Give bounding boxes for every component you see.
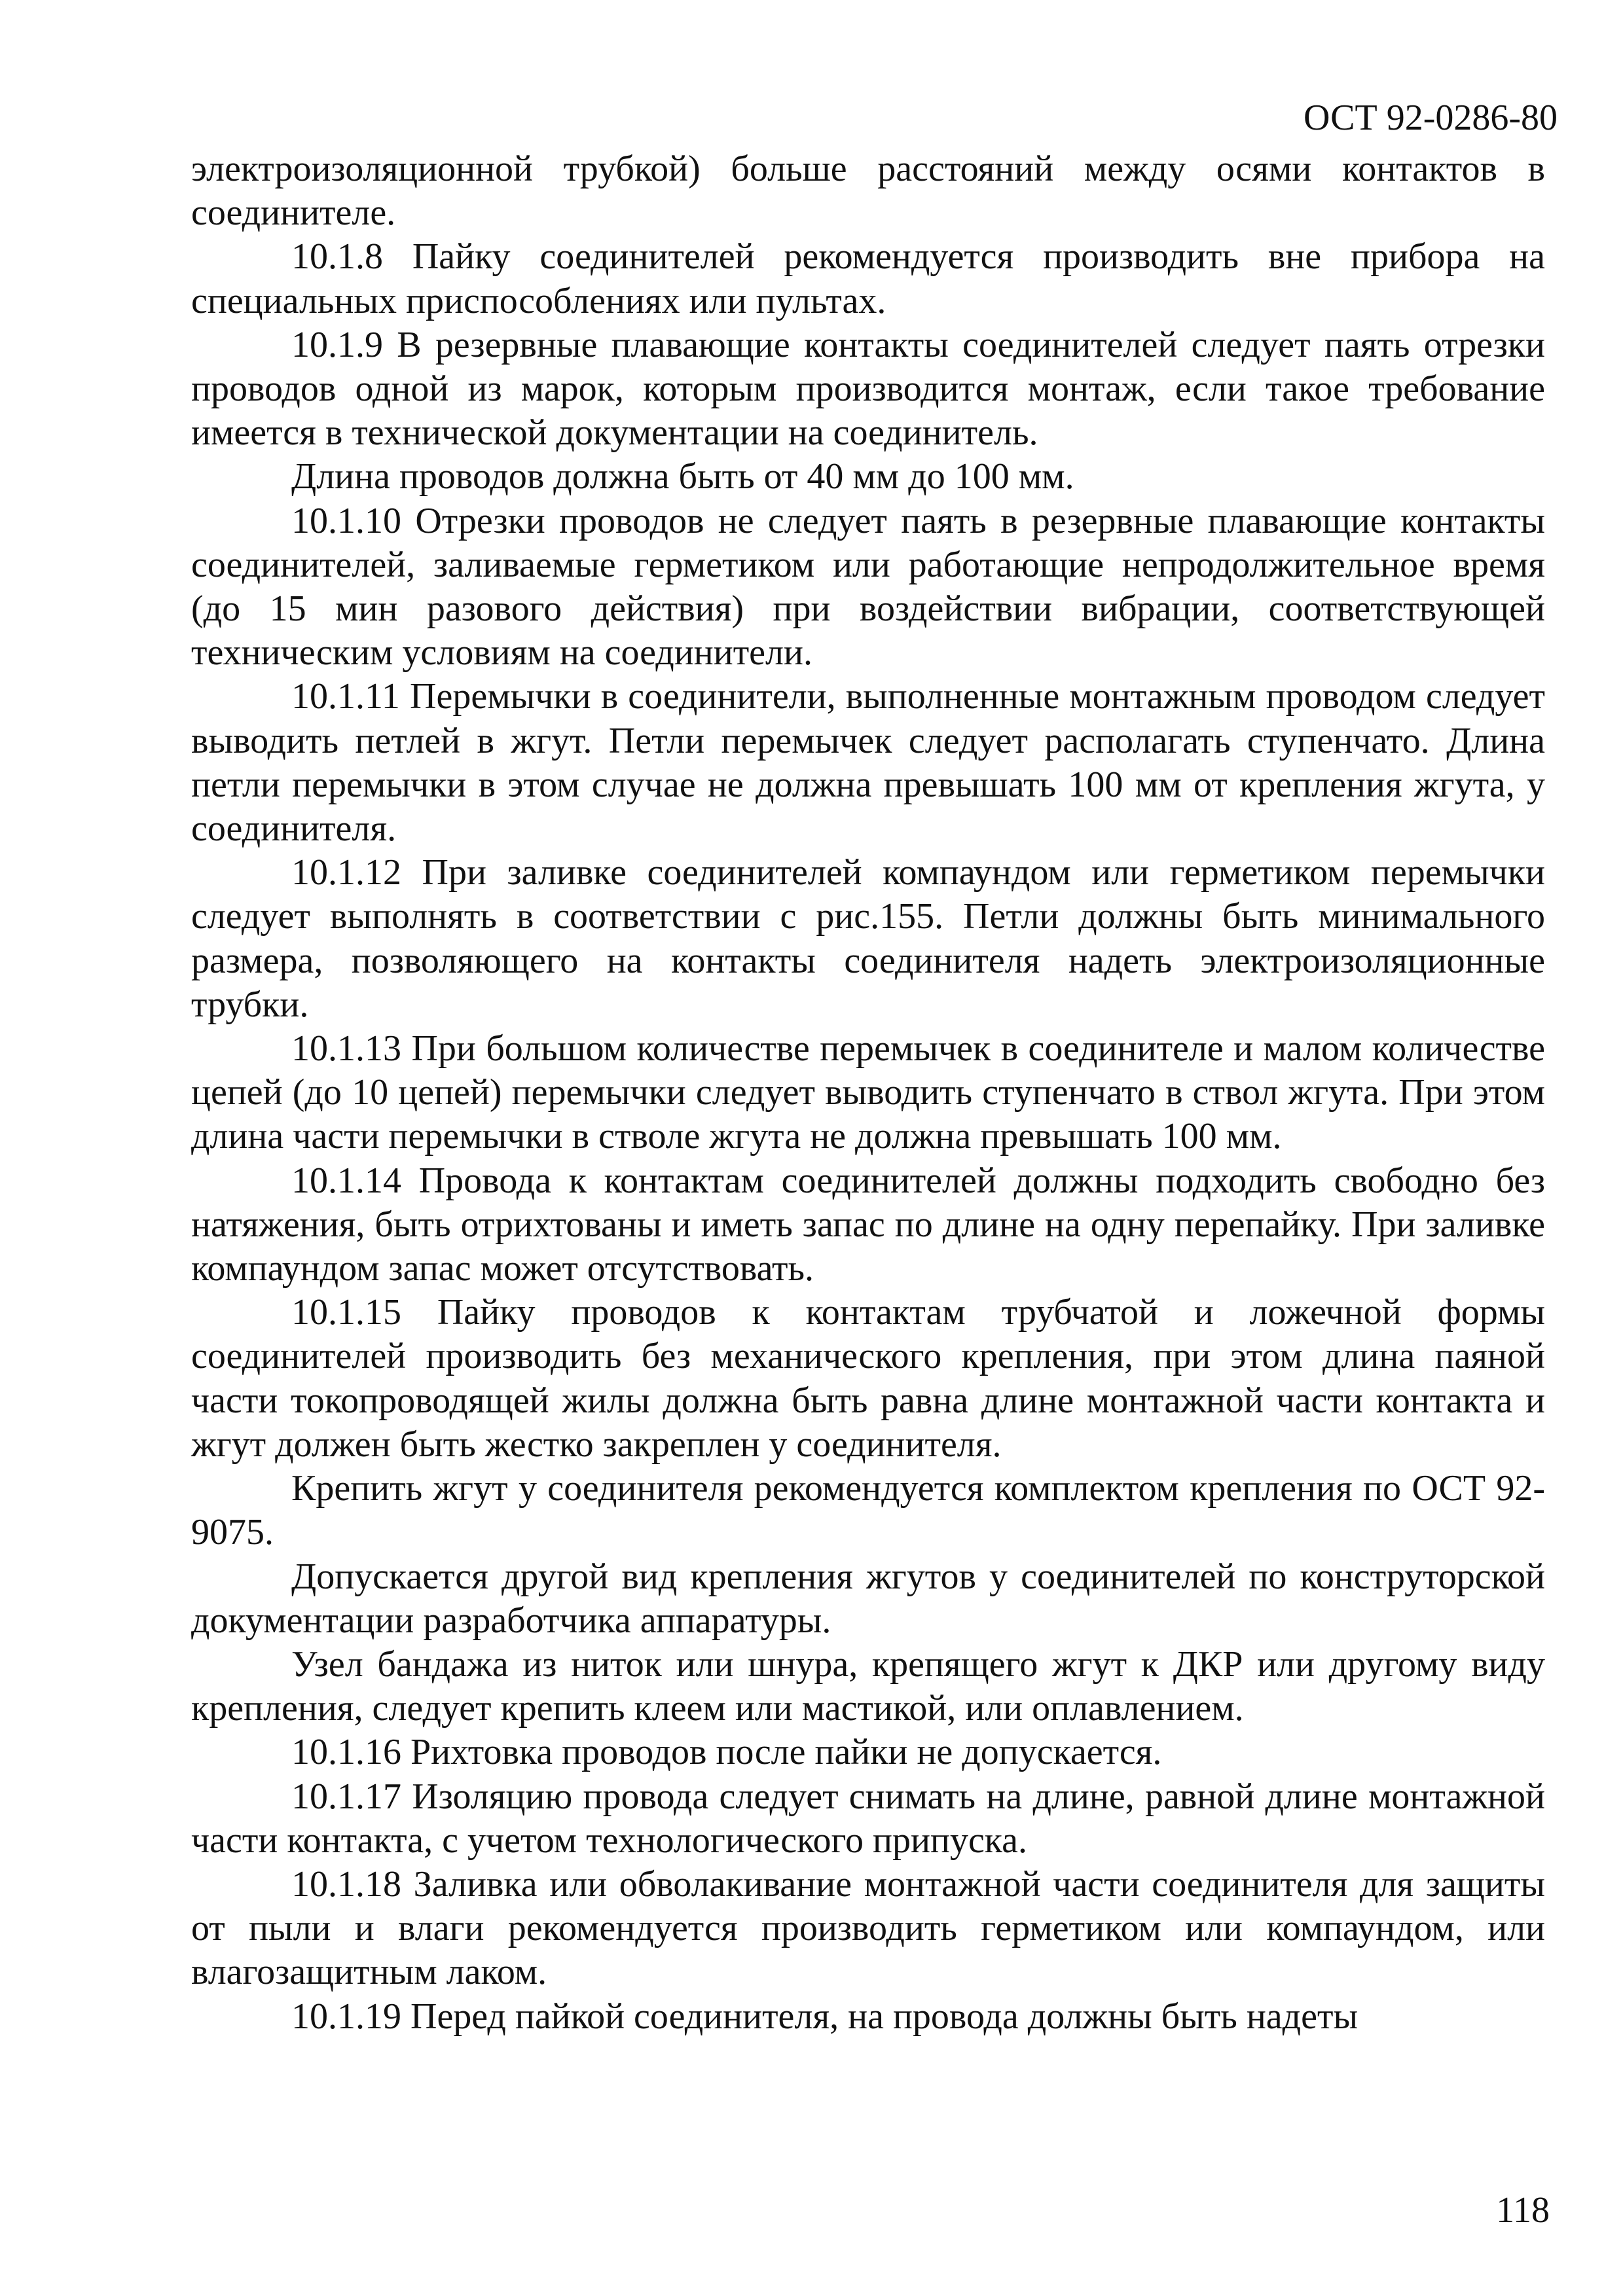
paragraph: Длина проводов должна быть от 40 мм до 100 мм. bbox=[291, 456, 1074, 497]
paragraph: 10.1.16 Рихтовка проводов после пайки не допускается. bbox=[291, 1732, 1162, 1773]
paragraph: электроизоляционной трубкой) больше расстояний между осями контактов в соединителе. bbox=[191, 149, 1545, 234]
paragraph: 10.1.15 Пайку проводов к контактам трубчатой и ложечной формы соединителей производить без механического крепления, при этом длина паяной части токопроводящей жилы должна быть равна длине монтажной части контакта и жгут должен быть жестко закреплен у соединителя. bbox=[191, 1292, 1545, 1465]
paragraph: 10.1.14 Провода к контактам соединителей должны подходить свободно без натяжения, быть отрихтованы и иметь запас по длине на одну перепайку. При заливке компаундом запас может отсутствовать. bbox=[191, 1160, 1545, 1289]
paragraph: 10.1.17 Изоляцию провода следует снимать на длине, равной длине монтажной части контакта, с учетом технологического припуска. bbox=[191, 1776, 1545, 1861]
document-code: ОСТ 92-0286-80 bbox=[1304, 98, 1558, 138]
paragraph: 10.1.8 Пайку соединителей рекомендуется производить вне прибора на специальных приспособлениях или пультах. bbox=[191, 236, 1545, 321]
paragraph: 10.1.13 При большом количестве перемычек в соединителе и малом количестве цепей (до 10 цепей) перемычки следует выводить ступенчато в ствол жгута. При этом длина части перемычки в стволе жгута не должна превышать 100 мм. bbox=[191, 1028, 1545, 1157]
paragraph: Допускается другой вид крепления жгутов у соединителей по конструторской документации разработчика аппаратуры. bbox=[191, 1556, 1545, 1641]
paragraph: Крепить жгут у соединителя рекомендуется комплектом крепления по ОСТ 92-9075. bbox=[191, 1468, 1545, 1553]
document-body bbox=[191, 147, 1545, 2039]
paragraph: 10.1.19 Перед пайкой соединителя, на провода должны быть надеты bbox=[291, 1996, 1359, 2037]
paragraph: 10.1.11 Перемычки в соединители, выполненные монтажным проводом следует выводить петлей в жгут. Петли перемычек следует располагать ступенчато. Длина петли перемычки в этом случае не должна превышать 100 мм от крепления жгута, у соединителя. bbox=[191, 676, 1545, 850]
paragraph: 10.1.9 В резервные плавающие контакты соединителей следует паять отрезки проводов одной из марок, которым производится монтаж, если такое требование имеется в технической документации на соединитель. bbox=[191, 324, 1545, 454]
paragraph: 10.1.12 При заливке соединителей компаундом или герметиком перемычки следует выполнять в соответствии с рис.155. Петли должны быть минимального размера, позволяющего на контакты соединителя надеть электроизоляционные трубки. bbox=[191, 852, 1545, 1025]
paragraph: 10.1.18 Заливка или обволакивание монтажной части соединителя для защиты от пыли и влаги рекомендуется производить герметиком или компаундом, или влагозащитным лаком. bbox=[191, 1863, 1545, 1993]
page-number: 118 bbox=[1496, 2190, 1550, 2231]
paragraph: Узел бандажа из ниток или шнура, крепящего жгут к ДКР или другому виду крепления, следует крепить клеем или мастикой, или оплавлением. bbox=[191, 1643, 1545, 1729]
paragraph: 10.1.10 Отрезки проводов не следует паять в резервные плавающие контакты соединителей, заливаемые герметиком или работающие непродолжительное время (до 15 мин разового действия) при воздействии вибрации, соответствующей техническим условиям на соединители. bbox=[191, 500, 1545, 673]
